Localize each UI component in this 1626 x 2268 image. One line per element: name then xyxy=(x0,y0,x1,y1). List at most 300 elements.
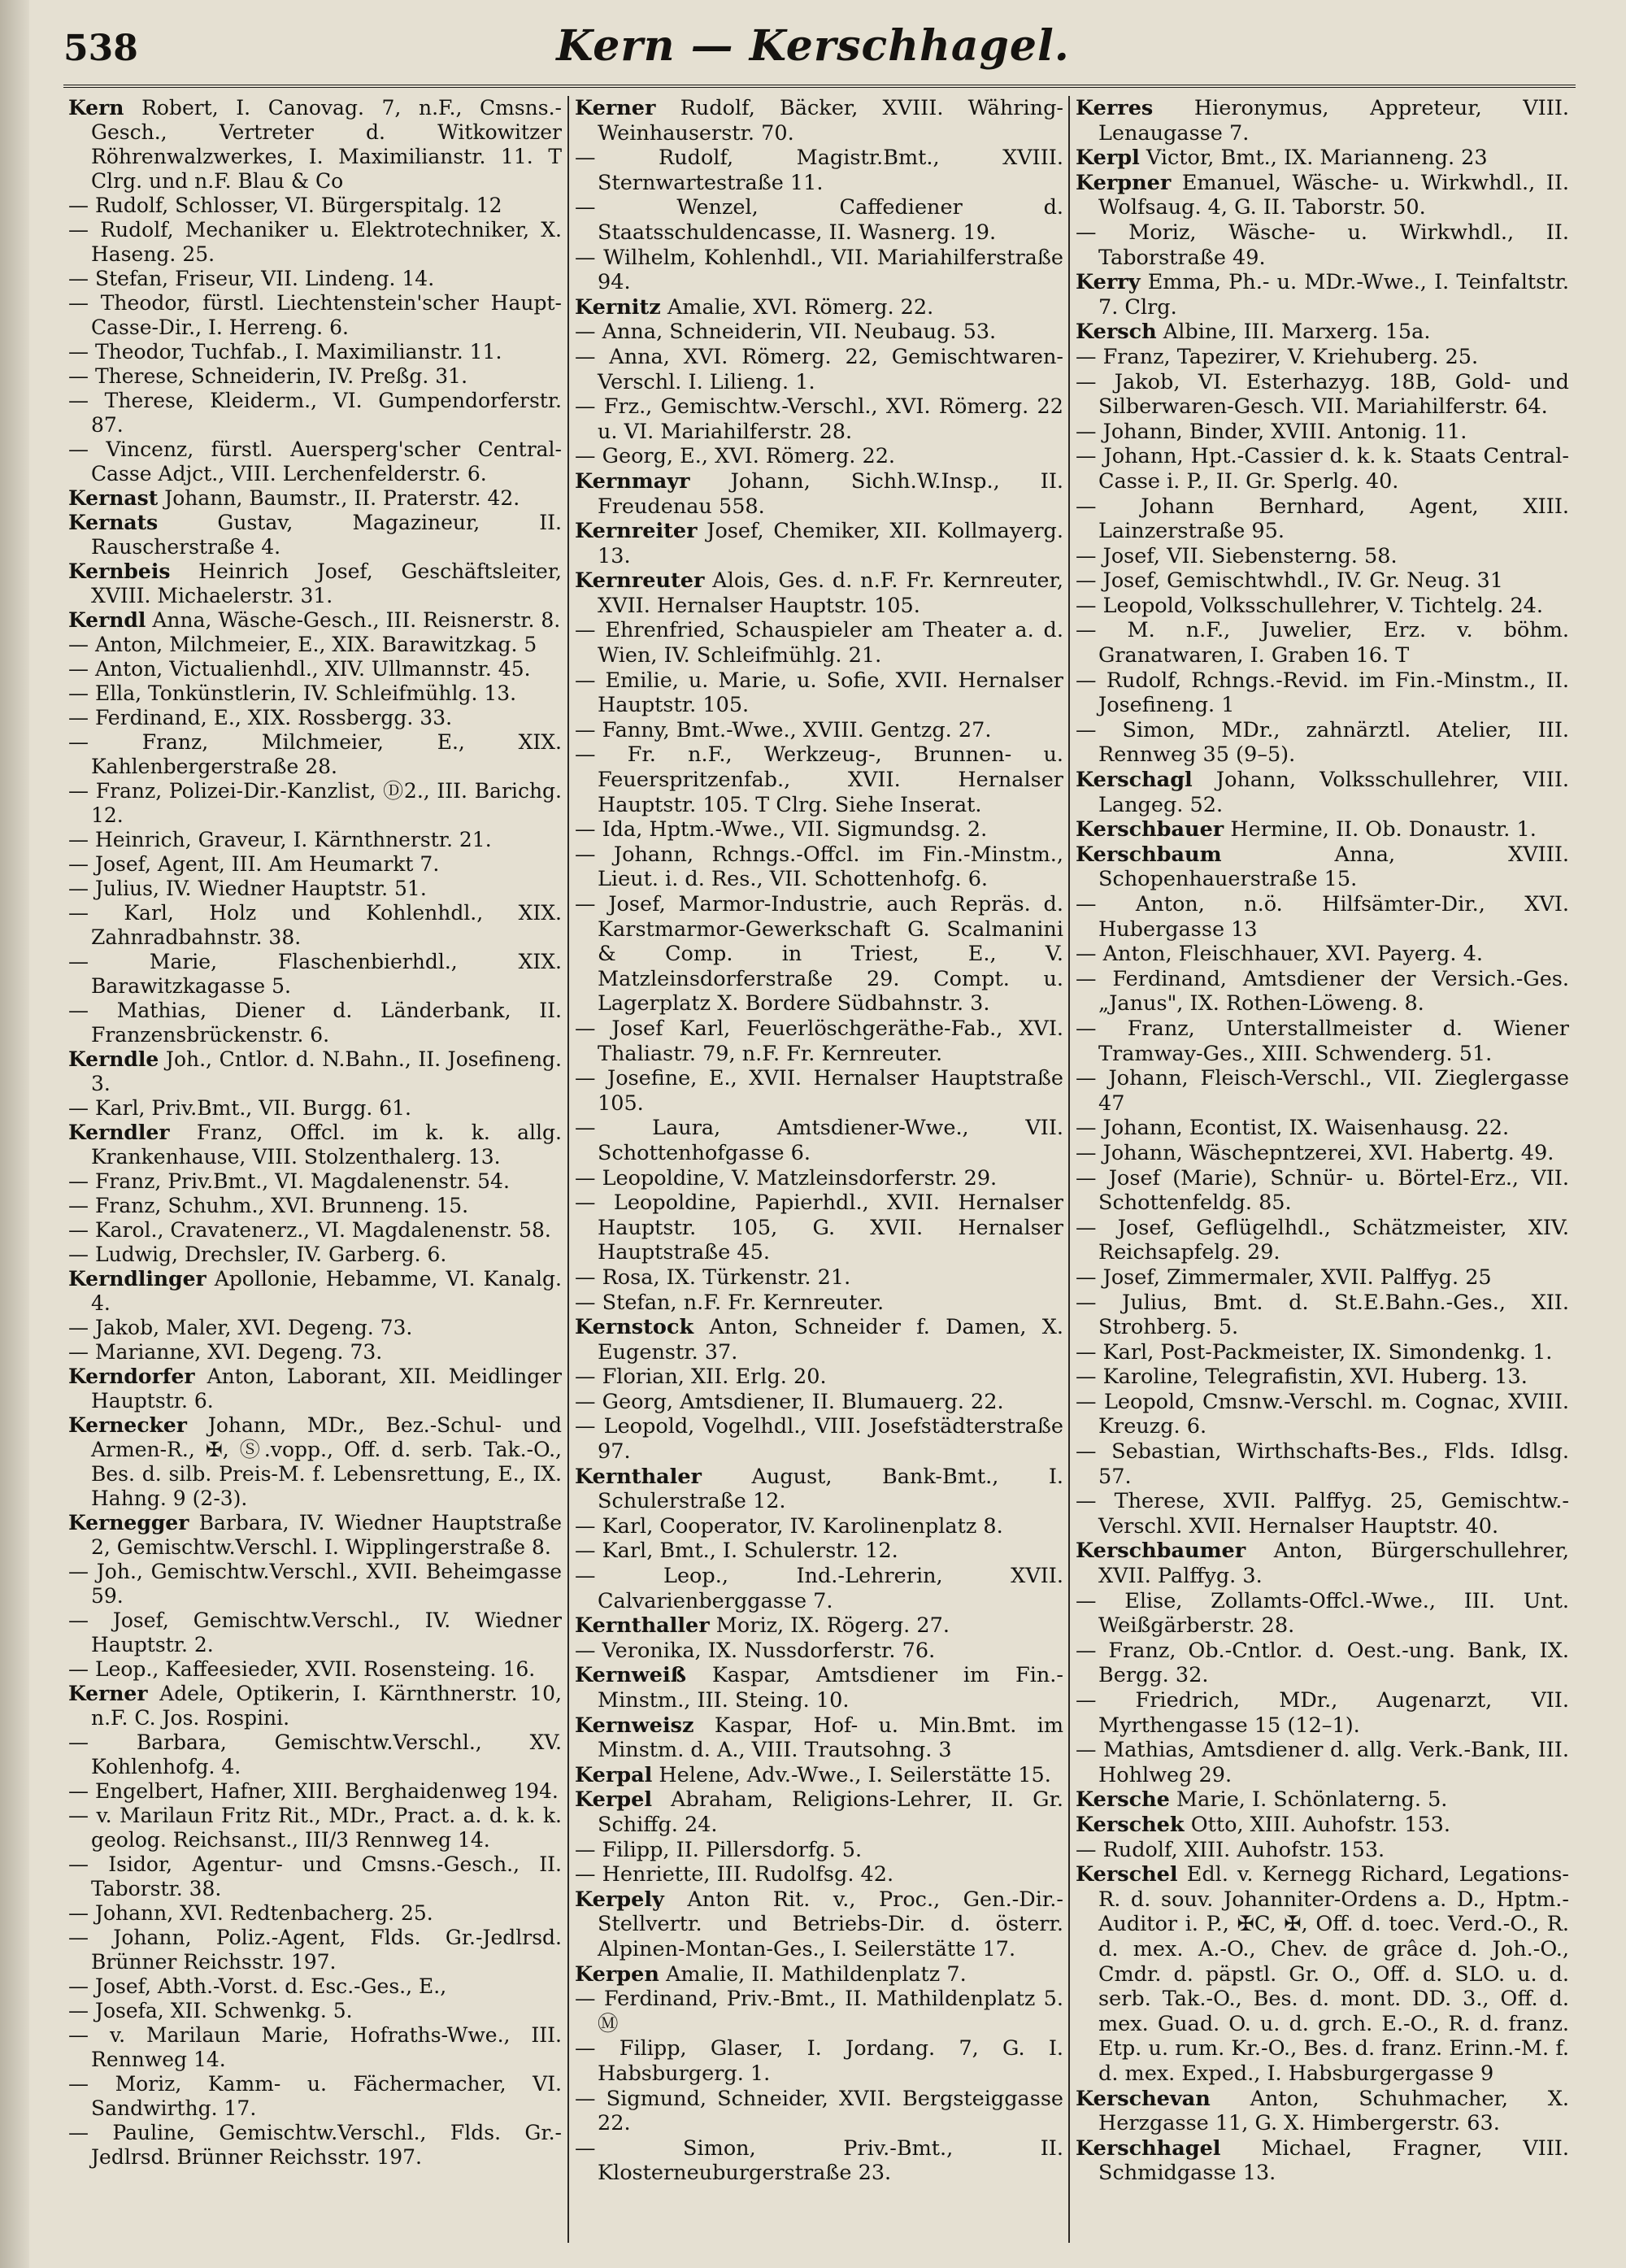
entry-details: — Mathias, Diener d. Länderbank, II. Franzensbrückenstr. 6. xyxy=(68,999,562,1047)
directory-entry xyxy=(68,1169,562,1194)
directory-entry xyxy=(68,1926,562,1974)
entry-details: — Ferdinand, Priv.-Bmt., II. Mathildenplatz 5. Ⓜ xyxy=(575,1987,1063,2036)
directory-entry xyxy=(575,294,1063,320)
directory-entry xyxy=(68,950,562,999)
entry-details: Edl. v. Kernegg Richard, Legations-R. d. souv. Johanniter-Ordens a. D., Hptm.-Auditor i. P., ✠C, ✠, Off. d. toec. Verd.-O., R. d. mex. A.-O., Chev. de grâce d. Joh.-O., Cmdr. d. päpstl. Gr. O., Off. d. SLO. u. d. serb. Tak.-O., Bes. d. mont. DD. 3., Off. d. mex. Guad. O. u. d. grch. E.-O., R. d. franz. Etp. u. rum. Kr.-O., Bes. d. franz. Erinn.-M. f. d. mex. Exped., I. Habsburgergasse 9 xyxy=(1098,1862,1569,2086)
column-rule xyxy=(567,96,569,2243)
entry-details: — Julius, Bmt. d. St.E.Bahn.-Ges., XII. Strohberg. 5. xyxy=(1076,1290,1569,1340)
entry-details: — v. Marilaun Marie, Hofraths-Wwe., III. Rennweg 14. xyxy=(68,2023,562,2071)
directory-entry xyxy=(1076,1339,1569,1365)
entry-details: — Georg, Amtsdiener, II. Blumauerg. 22. xyxy=(575,1389,1004,1414)
entry-surname: Kernegger xyxy=(68,1511,189,1534)
entry-surname: Kerry xyxy=(1076,270,1141,295)
entry-details: Emma, Ph.- u. MDr.-Wwe., I. Teinfaltstr. 7. Clrg. xyxy=(1098,270,1569,320)
entry-details: — Franz, Ob.-Cntlor. d. Oest.-ung. Bank, IX. Bergg. 32. xyxy=(1076,1638,1569,1688)
entry-details: — Anton, Milchmeier, E., XIX. Barawitzkag. 5 xyxy=(68,633,537,656)
entry-details: Apollonie, Hebamme, VI. Kanalg. 4. xyxy=(91,1267,562,1315)
entry-details: — Ludwig, Drechsler, IV. Garberg. 6. xyxy=(68,1243,447,1266)
directory-entry xyxy=(575,1987,1063,2036)
directory-entry xyxy=(575,1837,1063,1863)
directory-entry xyxy=(1076,1365,1569,1390)
directory-entry xyxy=(1076,842,1569,892)
entry-surname: Kerndler xyxy=(68,1121,170,1144)
directory-entry xyxy=(1076,1539,1569,1589)
entry-details: — Josef (Marie), Schnür- u. Börtel-Erz., VII. Schottenfeldg. 85. xyxy=(1076,1165,1569,1216)
directory-entry xyxy=(68,730,562,779)
entry-details: — Pauline, Gemischtw.Verschl., Flds. Gr.-Jedlrsd. Brünner Reichsstr. 197. xyxy=(68,2121,562,2169)
entry-surname: Kernweisz xyxy=(575,1713,694,1738)
directory-entry xyxy=(68,1901,562,1926)
entry-details: — Leopold, Vogelhdl., VIII. Josefstädterstraße 97. xyxy=(575,1414,1063,1465)
entry-surname: Kerndle xyxy=(68,1047,159,1071)
entry-surname: Kernthaler xyxy=(575,1464,702,1489)
directory-entry xyxy=(1076,966,1569,1016)
entry-details: — Josef, Zimmermaler, XVII. Palffyg. 25 xyxy=(1076,1265,1492,1290)
entry-details: — Leop., Ind.-Lehrerin, XVII. Calvarienberggasse 7. xyxy=(575,1564,1063,1613)
directory-entry xyxy=(68,194,562,218)
entry-details: — Josef, Gemischtwhdl., IV. Gr. Neug. 31 xyxy=(1076,568,1503,594)
entry-details: Helene, Adv.-Wwe., I. Seilerstätte 15. xyxy=(659,1762,1051,1787)
entry-surname: Kerschbauer xyxy=(1076,817,1224,842)
directory-entry xyxy=(68,1852,562,1901)
entry-details: — Stefan, n.F. Fr. Kernreuter. xyxy=(575,1290,885,1315)
entry-details: — Ida, Hptm.-Wwe., VII. Sigmundsg. 2. xyxy=(575,817,988,842)
entry-details: — Fanny, Bmt.-Wwe., XVIII. Gentzg. 27. xyxy=(575,717,992,742)
directory-entry xyxy=(575,1713,1063,1763)
directory-entry xyxy=(575,96,1063,146)
entry-surname: Kernitz xyxy=(575,294,661,320)
directory-entry xyxy=(68,999,562,1047)
entry-details: — Therese, Schneiderin, IV. Preßg. 31. xyxy=(68,364,468,388)
entry-details: — Josefa, XII. Schwenkg. 5. xyxy=(68,1999,353,2022)
entry-details: — Franz, Milchmeier, E., XIX. Kahlenbergerstraße 28. xyxy=(68,730,562,778)
entry-details: Victor, Bmt., IX. Marianneng. 23 xyxy=(1146,146,1488,171)
directory-entry xyxy=(1076,1588,1569,1639)
entry-details: — Marianne, XVI. Degeng. 73. xyxy=(68,1340,383,1364)
directory-entry xyxy=(68,437,562,486)
directory-entry xyxy=(575,618,1063,668)
entry-surname: Kernreuter xyxy=(575,568,705,594)
directory-entry xyxy=(68,1365,562,1413)
entry-details: — Josef, Gemischtw.Verschl., IV. Wiedner Hauptstr. 2. xyxy=(68,1608,562,1656)
directory-entry xyxy=(575,892,1063,1016)
entry-details: — Ehrenfried, Schauspieler am Theater a. d. Wien, IV. Schleifmühlg. 21. xyxy=(575,618,1063,668)
directory-entry xyxy=(575,1887,1063,1962)
directory-entry xyxy=(575,468,1063,519)
entry-surname: Kernats xyxy=(68,511,159,534)
directory-entry xyxy=(68,2072,562,2121)
entry-details: Anton, Schneider f. Damen, X. Eugenstr. 37. xyxy=(598,1315,1063,1365)
entry-surname: Kerschagl xyxy=(1076,768,1193,793)
directory-entry xyxy=(575,1464,1063,1514)
directory-entry xyxy=(575,1862,1063,1887)
directory-entry xyxy=(575,817,1063,842)
directory-entry xyxy=(1076,320,1569,345)
directory-entry xyxy=(575,1365,1063,1390)
entry-surname: Kernecker xyxy=(68,1413,187,1437)
directory-entry xyxy=(1076,1489,1569,1539)
directory-entry xyxy=(68,1608,562,1657)
directory-entry xyxy=(575,1290,1063,1316)
entry-details: — Franz, Polizei-Dir.-Kanzlist, Ⓓ2., III. Barichg. 12. xyxy=(68,779,562,827)
entry-details: Albine, III. Marxerg. 15a. xyxy=(1163,320,1431,345)
entry-details: — Johann, XVI. Redtenbacherg. 25. xyxy=(68,1901,433,1925)
directory-entry xyxy=(68,1096,562,1121)
entry-surname: Kerpen xyxy=(575,1961,659,1987)
directory-entry xyxy=(1076,1016,1569,1066)
entry-surname: Kerner xyxy=(575,96,656,120)
directory-entry xyxy=(68,877,562,901)
directory-entry xyxy=(1076,1389,1569,1439)
directory-entry xyxy=(575,394,1063,444)
entry-surname: Kernstock xyxy=(575,1315,694,1340)
directory-entry xyxy=(68,364,562,389)
directory-entry xyxy=(575,320,1063,345)
entry-details: — Franz, Schuhm., XVI. Brunneng. 15. xyxy=(68,1194,469,1217)
directory-entry xyxy=(1076,942,1569,967)
directory-entry xyxy=(575,2086,1063,2136)
entry-details: — Anton, n.ö. Hilfsämter-Dir., XVI. Hubergasse 13 xyxy=(1076,892,1569,942)
entry-details: — Mathias, Amtsdiener d. allg. Verk.-Bank, III. Hohlweg 29. xyxy=(1076,1738,1569,1787)
entry-details: — Engelbert, Hafner, XIII. Berghaidenweg 194. xyxy=(68,1779,559,1803)
entry-details: — Friedrich, MDr., Augenarzt, VII. Myrthengasse 15 (12–1). xyxy=(1076,1688,1569,1738)
entry-details: — Rudolf, Mechaniker u. Elektrotechniker, X. Haseng. 25. xyxy=(68,218,562,266)
entry-details: — Ella, Tonkünstlerin, IV. Schleifmühlg. 13. xyxy=(68,681,517,705)
entry-details: — Ferdinand, E., XIX. Rossbergg. 33. xyxy=(68,706,453,729)
entry-details: Anton, Bürgerschullehrer, XVII. Palffyg. 3. xyxy=(1098,1539,1569,1589)
entry-details: — Simon, Priv.-Bmt., II. Klosterneuburgerstraße 23. xyxy=(575,2135,1063,2186)
directory-entry xyxy=(68,1413,562,1511)
directory-entry xyxy=(68,828,562,852)
directory-entry xyxy=(68,559,562,608)
directory-entry xyxy=(68,706,562,730)
entry-details: Johann, Sichh.W.Insp., II. Freudenau 558. xyxy=(598,468,1063,519)
entry-details: Emanuel, Wäsche- u. Wirkwhdl., II. Wolfsaug. 4, G. II. Taborstr. 50. xyxy=(1098,170,1569,220)
entry-details: — Simon, MDr., zahnärztl. Atelier, III. Rennweg 35 (9–5). xyxy=(1076,717,1569,768)
entry-details: — Franz, Unterstallmeister d. Wiener Tramway-Ges., XIII. Schwenderg. 51. xyxy=(1076,1016,1569,1066)
column-rule xyxy=(1068,96,1070,2243)
column-1 xyxy=(68,96,562,2235)
directory-entry xyxy=(575,1165,1063,1191)
entry-surname: Kerndlinger xyxy=(68,1267,207,1291)
entry-details: Abraham, Religions-Lehrer, II. Gr. Schiffg. 24. xyxy=(598,1787,1063,1837)
directory-entry xyxy=(575,1265,1063,1291)
directory-entry xyxy=(1076,892,1569,942)
page-edge xyxy=(0,0,29,2268)
entry-details: Kaspar, Amtsdiener im Fin.-Minstm., III. Steing. 10. xyxy=(598,1663,1063,1713)
entry-details: — Isidor, Agentur- und Cmsns.-Gesch., II. Taborstr. 38. xyxy=(68,1852,562,1900)
directory-entry xyxy=(68,1243,562,1267)
directory-entry xyxy=(68,1218,562,1243)
directory-entry xyxy=(575,2135,1063,2186)
header-rule xyxy=(63,85,1576,88)
entry-details: — Anna, XVI. Römerg. 22, Gemischtwaren-Verschl. I. Lilieng. 1. xyxy=(575,344,1063,394)
directory-entry xyxy=(575,1315,1063,1365)
entry-details: Hermine, II. Ob. Donaustr. 1. xyxy=(1230,817,1537,842)
directory-entry xyxy=(68,1999,562,2023)
directory-entry xyxy=(1076,494,1569,544)
entry-surname: Kerndl xyxy=(68,608,146,632)
directory-entry xyxy=(575,1389,1063,1415)
page-number: 538 xyxy=(63,28,138,69)
directory-entry xyxy=(575,1564,1063,1613)
entry-surname: Kersche xyxy=(1076,1787,1170,1813)
entry-surname: Kerndorfer xyxy=(68,1365,195,1388)
directory-entry xyxy=(68,1047,562,1096)
entry-details: — Sigmund, Schneider, XVII. Bergsteiggasse 22. xyxy=(575,2086,1063,2136)
entry-details: — Johann, Wäschepntzerei, XVI. Habertg. 49. xyxy=(1076,1140,1554,1165)
entry-surname: Kerpl xyxy=(1076,146,1140,171)
directory-entry xyxy=(1076,2135,1569,2186)
entry-details: — Filipp, II. Pillersdorfg. 5. xyxy=(575,1837,863,1862)
entry-details: Barbara, IV. Wiedner Hauptstraße 2, Gemischtw.Verschl. I. Wipplingerstraße 8. xyxy=(91,1511,562,1559)
entry-details: — Laura, Amtsdiener-Wwe., VII. Schottenhofgasse 6. xyxy=(575,1116,1063,1165)
directory-entry xyxy=(1076,419,1569,445)
entry-details: Anton, Schuhmacher, X. Herzgasse 11, G. X. Himbergerstr. 63. xyxy=(1098,2086,1569,2136)
entry-surname: Kerschek xyxy=(1076,1812,1185,1837)
directory-entry xyxy=(68,901,562,950)
directory-entry xyxy=(68,1121,562,1169)
entry-details: Kaspar, Hof- u. Min.Bmt. im Minstm. d. A., VIII. Trautsohng. 3 xyxy=(598,1713,1063,1763)
entry-details: — Karl, Post-Packmeister, IX. Simondenkg. 1. xyxy=(1076,1339,1553,1365)
directory-entry xyxy=(1076,543,1569,569)
entry-details: — Jakob, Maler, XVI. Degeng. 73. xyxy=(68,1316,413,1339)
entry-details: — Wilhelm, Kohlenhdl., VII. Mariahilferstraße 94. xyxy=(575,245,1063,295)
entry-details: — Rudolf, Rchngs.-Revid. im Fin.-Minstm., II. Josefineng. 1 xyxy=(1076,668,1569,718)
entry-details: — Karol., Cravatenerz., VI. Magdalenenstr. 58. xyxy=(68,1218,551,1242)
entry-details: — Florian, XII. Erlg. 20. xyxy=(575,1365,827,1390)
directory-entry xyxy=(575,1613,1063,1639)
entry-details: — Henriette, III. Rudolfsg. 42. xyxy=(575,1862,894,1887)
entry-details: — Karl, Holz und Kohlenhdl., XIX. Zahnradbahnstr. 38. xyxy=(68,901,562,949)
entry-details: — Johann, Rchngs.-Offcl. im Fin.-Minstm., Lieut. i. d. Res., VII. Schottenhofg. 6. xyxy=(575,842,1063,892)
directory-entry xyxy=(575,344,1063,394)
entry-details: Johann, Baumstr., II. Praterstr. 42. xyxy=(164,486,520,510)
directory-entry xyxy=(575,1787,1063,1837)
entry-details: — Therese, Kleiderm., VI. Gumpendorferstr. 87. xyxy=(68,389,562,437)
entry-details: — Leop., Kaffeesieder, XVII. Rosensteing. 16. xyxy=(68,1657,536,1681)
directory-entry xyxy=(68,1194,562,1218)
entry-details: Marie, I. Schönlaterng. 5. xyxy=(1176,1787,1448,1813)
directory-entry xyxy=(1076,1812,1569,1838)
directory-entry xyxy=(68,96,562,194)
directory-entry xyxy=(575,519,1063,568)
directory-entry xyxy=(1076,1638,1569,1688)
directory-entry xyxy=(1076,369,1569,420)
directory-entry xyxy=(1076,96,1569,146)
directory-entry xyxy=(68,1511,562,1560)
entry-surname: Kernweiß xyxy=(575,1663,687,1688)
entry-details: Franz, Offcl. im k. k. allg. Krankenhause, VIII. Stolzenthalerg. 13. xyxy=(91,1121,562,1169)
entry-details: — Karl, Priv.Bmt., VII. Burgg. 61. xyxy=(68,1096,411,1120)
entry-details: — Georg, E., XVI. Römerg. 22. xyxy=(575,444,896,469)
directory-entry xyxy=(1076,817,1569,842)
entry-surname: Kerpely xyxy=(575,1887,664,1912)
directory-entry xyxy=(575,568,1063,618)
directory-entry xyxy=(1076,1787,1569,1813)
directory-entry xyxy=(575,1961,1063,1987)
entry-surname: Kernthaller xyxy=(575,1613,710,1639)
entry-details: — Franz, Priv.Bmt., VI. Magdalenenstr. 54. xyxy=(68,1169,510,1193)
directory-entry xyxy=(1076,444,1569,494)
entry-details: Heinrich Josef, Geschäftsleiter, XVIII. Michaelerstr. 31. xyxy=(91,559,562,607)
directory-entry xyxy=(68,486,562,511)
directory-entry xyxy=(1076,1862,1569,2086)
entry-details: — Theodor, Tuchfab., I. Maximilianstr. 11. xyxy=(68,340,502,363)
entry-details: — Josef, Geflügelhdl., Schätzmeister, XIV. Reichsapfelg. 29. xyxy=(1076,1215,1569,1265)
directory-entry xyxy=(1076,2086,1569,2136)
directory-entry xyxy=(1076,593,1569,619)
directory-entry xyxy=(68,1682,562,1730)
entry-surname: Kerschevan xyxy=(1076,2086,1211,2111)
entry-details: Anna, Wäsche-Gesch., III. Reisnerstr. 8. xyxy=(152,608,561,632)
entry-surname: Kerschbaum xyxy=(1076,842,1222,867)
entry-details: — Heinrich, Graveur, I. Kärnthnerstr. 21. xyxy=(68,828,492,851)
entry-details: — Filipp, Glaser, I. Jordang. 7, G. I. Habsburgerg. 1. xyxy=(575,2036,1063,2086)
directory-entry xyxy=(68,779,562,828)
directory-entry xyxy=(1076,1290,1569,1340)
directory-entry xyxy=(1076,1140,1569,1166)
entry-details: — Moriz, Wäsche- u. Wirkwhdl., II. Taborstraße 49. xyxy=(1076,220,1569,270)
directory-entry xyxy=(68,1267,562,1316)
entry-details: Johann, MDr., Bez.-Schul- und Armen-R., ✠, Ⓢ.vopp., Off. d. serb. Tak.-O., Bes. d. silb. Preis-M. f. Lebensrettung, E., IX. Hahng. 9 (2-3). xyxy=(91,1413,562,1510)
entry-details: — Sebastian, Wirthschafts-Bes., Flds. Idlsg. 57. xyxy=(1076,1439,1569,1489)
entry-details: — Veronika, IX. Nussdorferstr. 76. xyxy=(575,1638,936,1663)
directory-entry xyxy=(68,608,562,633)
directory-entry xyxy=(1076,717,1569,768)
running-head: Kern — Kerschhagel. xyxy=(556,21,1070,71)
entry-details: Amalie, II. Mathildenplatz 7. xyxy=(665,1961,967,1987)
entry-details: — Barbara, Gemischtw.Verschl., XV. Kohlenhofg. 4. xyxy=(68,1730,562,1778)
directory-entry xyxy=(68,1730,562,1779)
entry-details: Joh., Cntlor. d. N.Bahn., II. Josefineng. 3. xyxy=(91,1047,562,1095)
entry-details: — Leopold, Volksschullehrer, V. Tichtelg. 24. xyxy=(1076,593,1544,618)
entry-details: — Karl, Cooperator, IV. Karolinenplatz 8. xyxy=(575,1513,1003,1539)
entry-details: — v. Marilaun Fritz Rit., MDr., Pract. a. d. k. k. geolog. Reichsanst., III/3 Rennweg 14. xyxy=(68,1804,562,1852)
directory-entry xyxy=(1076,1116,1569,1141)
directory-entry xyxy=(68,389,562,437)
directory-entry xyxy=(68,511,562,559)
entry-details: — Wenzel, Caffediener d. Staatsschuldencasse, II. Wasnerg. 19. xyxy=(575,195,1063,245)
entry-surname: Kerschel xyxy=(1076,1862,1178,1887)
entry-surname: Kerpel xyxy=(575,1787,653,1813)
directory-entry xyxy=(1076,1738,1569,1787)
entry-details: Hieronymus, Appreteur, VIII. Lenaugasse 7. xyxy=(1098,96,1569,146)
entry-details: — Leopoldine, Papierhdl., XVII. Hernalser Hauptstr. 105, G. XVII. Hernalser Hauptstraße 45. xyxy=(575,1191,1063,1265)
entry-surname: Kersch xyxy=(1076,320,1157,345)
directory-entry xyxy=(575,1414,1063,1465)
entry-details: Otto, XIII. Auhofstr. 153. xyxy=(1190,1812,1450,1837)
directory-entry xyxy=(68,218,562,267)
entry-details: — Johann, Poliz.-Agent, Flds. Gr.-Jedlrsd. Brünner Reichsstr. 197. xyxy=(68,1926,562,1974)
entry-details: — Josef, VII. Siebensterng. 58. xyxy=(1076,543,1398,568)
entry-details: — Elise, Zollamts-Offcl.-Wwe., III. Unt. Weißgärberstr. 28. xyxy=(1076,1588,1569,1639)
directory-entry xyxy=(1076,1165,1569,1216)
entry-details: Gustav, Magazineur, II. Rauscherstraße 4. xyxy=(91,511,562,559)
entry-details: Rudolf, Bäcker, XVIII. Währing-Weinhauserstr. 70. xyxy=(598,96,1063,146)
directory-entry xyxy=(68,1657,562,1682)
directory-entry xyxy=(575,195,1063,245)
entry-details: — Stefan, Friseur, VII. Lindeng. 14. xyxy=(68,267,435,290)
directory-entry xyxy=(575,1513,1063,1539)
entry-details: — Johann, Econtist, IX. Waisenhausg. 22. xyxy=(1076,1116,1510,1141)
column-2 xyxy=(575,96,1063,2235)
entry-details: Johann, Volksschullehrer, VIII. Langeg. 52. xyxy=(1098,768,1569,817)
entry-details: — Fr. n.F., Werkzeug-, Brunnen- u. Feuerspritzenfab., XVII. Hernalser Hauptstr. 105. T Clrg. Siehe Inserat. xyxy=(575,742,1063,817)
directory-entry xyxy=(575,1016,1063,1066)
entry-details: — Johann, Hpt.-Cassier d. k. k. Staats Central-Casse i. P., II. Gr. Sperlg. 40. xyxy=(1076,444,1569,494)
entry-details: Anna, XVIII. Schopenhauerstraße 15. xyxy=(1098,842,1569,892)
entry-details: — Therese, XVII. Palffyg. 25, Gemischtw.-Verschl. XVII. Hernalser Hauptstr. 40. xyxy=(1076,1489,1569,1539)
entry-details: — M. n.F., Juwelier, Erz. v. böhm. Granatwaren, I. Graben 16. T xyxy=(1076,618,1569,668)
entry-details: — Anna, Schneiderin, VII. Neubaug. 53. xyxy=(575,320,997,345)
entry-details: — Anton, Victualienhdl., XIV. Ullmannstr. 45. xyxy=(68,657,531,681)
directory-entry xyxy=(1076,1265,1569,1291)
directory-entry xyxy=(575,1663,1063,1713)
entry-surname: Kernast xyxy=(68,486,159,510)
directory-entry xyxy=(1076,146,1569,171)
directory-entry xyxy=(68,1804,562,1852)
directory-entry xyxy=(68,633,562,657)
entry-details: — Johann, Binder, XVIII. Antonig. 11. xyxy=(1076,419,1467,444)
directory-entry xyxy=(68,1560,562,1608)
directory-entry xyxy=(1076,1837,1569,1863)
directory-entry xyxy=(1076,344,1569,370)
entry-details: — Leopoldine, V. Matzleinsdorferstr. 29. xyxy=(575,1165,998,1191)
directory-entry xyxy=(575,245,1063,295)
directory-entry xyxy=(68,1974,562,1999)
directory-entry xyxy=(1076,170,1569,220)
directory-entry xyxy=(1076,668,1569,718)
entry-surname: Kerres xyxy=(1076,96,1154,120)
entry-surname: Kernbeis xyxy=(68,559,171,583)
directory-entry xyxy=(575,444,1063,469)
directory-entry xyxy=(68,1340,562,1365)
entry-details: — Josef Karl, Feuerlöschgeräthe-Fab., XVI. Thaliastr. 79, n.F. Fr. Kernreuter. xyxy=(575,1016,1063,1066)
entry-details: Michael, Fragner, VIII. Schmidgasse 13. xyxy=(1098,2135,1569,2186)
entry-details: — Marie, Flaschenbierhdl., XIX. Barawitzkagasse 5. xyxy=(68,950,562,998)
entry-details: Alois, Ges. d. n.F. Fr. Kernreuter, XVII. Hernalser Hauptstr. 105. xyxy=(598,568,1063,618)
entry-surname: Kerpner xyxy=(1076,170,1172,195)
entry-details: — Frz., Gemischtw.-Verschl., XVI. Römerg. 22 u. VI. Mariahilferstr. 28. xyxy=(575,394,1063,444)
directory-entry xyxy=(1076,568,1569,594)
entry-details: — Ferdinand, Amtsdiener der Versich.-Ges. „Janus", IX. Rothen-Löweng. 8. xyxy=(1076,966,1569,1016)
entry-details: August, Bank-Bmt., I. Schulerstraße 12. xyxy=(598,1464,1063,1514)
entry-details: — Josef, Marmor-Industrie, auch Repräs. d. Karstmarmor-Gewerkschaft G. Scalmanini & Comp. in Triest, E., V. Matzleinsdorferstraße 29. Compt. u. Lagerplatz X. Bordere Südbahnstr. 3. xyxy=(575,892,1063,1016)
directory-entry xyxy=(575,146,1063,195)
directory-entry xyxy=(1076,618,1569,668)
directory-entry xyxy=(1076,1215,1569,1265)
entry-details: — Rudolf, XIII. Auhofstr. 153. xyxy=(1076,1837,1385,1862)
entry-details: — Josef, Agent, III. Am Heumarkt 7. xyxy=(68,852,440,876)
directory-entry xyxy=(575,1539,1063,1564)
directory-entry xyxy=(575,842,1063,892)
entry-details: — Theodor, fürstl. Liechtenstein'scher Haupt-Casse-Dir., I. Herreng. 6. xyxy=(68,291,562,339)
directory-entry xyxy=(1076,1688,1569,1738)
entry-surname: Kernmayr xyxy=(575,468,690,494)
entry-surname: Kerschbaumer xyxy=(1076,1539,1246,1564)
entry-details: — Karoline, Telegrafistin, XVI. Huberg. 13. xyxy=(1076,1365,1528,1390)
entry-details: — Johann, Fleisch-Verschl., VII. Zieglergasse 47 xyxy=(1076,1066,1569,1116)
entry-details: Anton Rit. v., Proc., Gen.-Dir.-Stellvertr. und Betriebs-Dir. d. österr. Alpinen-Montan-Ges., I. Seilerstätte 17. xyxy=(598,1887,1063,1961)
entry-details: Moriz, IX. Rögerg. 27. xyxy=(715,1613,950,1639)
entry-details: Amalie, XVI. Römerg. 22. xyxy=(667,294,934,320)
entry-surname: Kern xyxy=(68,96,124,120)
entry-surname: Kerschhagel xyxy=(1076,2135,1221,2161)
entry-details: Adele, Optikerin, I. Kärnthnerstr. 10, n.F. C. Jos. Rospini. xyxy=(91,1682,562,1730)
entry-details: Josef, Chemiker, XII. Kollmayerg. 13. xyxy=(598,519,1063,568)
directory-entry xyxy=(68,681,562,706)
